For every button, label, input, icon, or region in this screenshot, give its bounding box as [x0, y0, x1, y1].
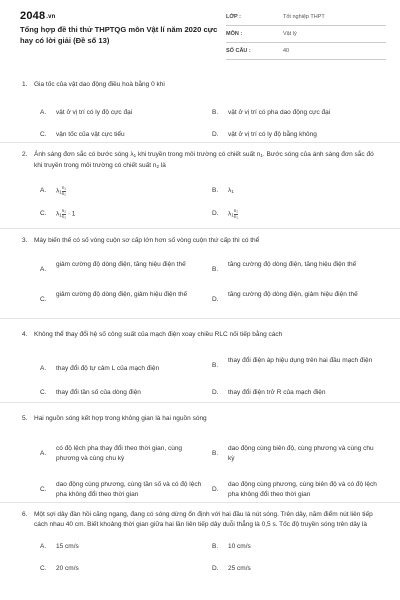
option-text: 20 cm/s — [56, 565, 79, 572]
option-text: dao động cùng phương, cùng biên độ và có độ lệch pha không đổi theo thời gian — [228, 481, 377, 498]
question-text-part: ánh sáng đơn sắc đó khi truyền trong môi trường có chiết suất — [34, 151, 374, 169]
option-text: tăng cường độ dòng điện, tăng hiệu điện thế — [228, 261, 357, 268]
question-number: 1. — [22, 81, 28, 88]
question-number: 2. — [22, 151, 28, 158]
question-text: Gia tốc của vật dao động điều hoà bằng 0 khi — [34, 81, 165, 88]
question-text: Hai nguồn sóng kết hợp trong không gian là hai nguồn sóng — [34, 415, 207, 422]
question-stem — [22, 150, 382, 172]
question-stem — [22, 330, 382, 340]
option-letter: B. — [212, 362, 219, 369]
option-a[interactable] — [40, 260, 210, 282]
option-letter: C. — [40, 486, 47, 493]
option-text: có độ lệch pha thay đổi theo thời gian, cùng phương và cùng chu kỳ — [56, 445, 183, 462]
question-1 — [22, 80, 382, 138]
option-formula: $\lambda_1$ $\frac{\text{n₂}}{\text{n₁}}$ · 1 — [56, 208, 76, 219]
option-letter: C. — [40, 565, 47, 572]
option-c[interactable] — [40, 290, 210, 312]
option-text: giảm cường độ dòng điện, giảm hiệu điện thế — [56, 291, 188, 298]
document-title: Tổng hợp đề thi thử THPTQG môn Vật lí năm 2020 cực hay có lời giải (Đề số 13) — [20, 25, 218, 45]
option-letter: B. — [212, 266, 219, 273]
option-letter: D. — [212, 131, 219, 138]
meta-key: LỚP : — [226, 14, 241, 20]
option-formula: $\lambda_1$ — [228, 187, 234, 194]
option-letter: D. — [212, 389, 219, 396]
option-letter: B. — [212, 187, 219, 194]
option-d[interactable] — [212, 290, 382, 312]
question-3 — [22, 236, 382, 306]
question-text-part: . Bước sóng của — [262, 151, 311, 158]
meta-row-subject — [226, 29, 386, 43]
question-text-part: khi truyền trong môi trường có chiết suất — [137, 151, 255, 158]
question-4 — [22, 330, 382, 394]
option-text: thay đổi độ tự cảm L của mạch điện — [56, 365, 160, 372]
option-text: vật ở vị trí có ly độ bằng không — [228, 131, 317, 138]
option-text: tăng cường độ dòng điện, giảm hiệu điện thế — [228, 291, 358, 298]
option-letter: C. — [40, 389, 47, 396]
option-letter: D. — [212, 565, 219, 572]
question-stem — [22, 510, 382, 530]
option-text: 10 cm/s — [228, 543, 251, 550]
option-a[interactable] — [40, 444, 210, 466]
question-divider — [0, 318, 400, 319]
option-letter: B. — [212, 543, 219, 550]
question-divider — [0, 502, 400, 503]
option-text: 25 cm/s — [228, 565, 251, 572]
option-text: vật ở vị trí có pha dao động cực đại — [228, 109, 331, 116]
option-text: dao động cùng phương, cùng tần số và có độ lệch pha không đổi theo thời gian — [56, 481, 202, 498]
question-number: 6. — [22, 511, 28, 518]
meta-key: MÔN : — [226, 31, 243, 37]
option-letter: A. — [40, 543, 47, 550]
question-stem — [22, 414, 382, 424]
logo-tld: .vn — [46, 14, 56, 20]
option-text: dao động cùng biên độ, cùng phương và cùng chu kỳ — [228, 445, 374, 462]
logo-text: 2048 — [20, 10, 46, 22]
meta-value: Vật lý — [283, 31, 297, 37]
meta-key: SỐ CÂU : — [226, 48, 251, 54]
question-text-part: là — [160, 162, 166, 169]
option-b[interactable] — [212, 444, 382, 466]
option-letter: A. — [40, 450, 47, 457]
meta-row-grade — [226, 12, 386, 26]
option-letter: D. — [212, 210, 219, 217]
question-2 — [22, 150, 382, 222]
lambda-symbol: $\lambda_1$ — [130, 151, 137, 158]
option-letter: A. — [40, 109, 47, 116]
question-number: 3. — [22, 237, 28, 244]
question-text-part: Ánh sáng đơn sắc có bước sóng — [34, 151, 129, 158]
question-divider — [0, 402, 400, 403]
document-header — [0, 0, 400, 74]
option-text: thay đổi tần số của dòng điện — [56, 389, 141, 396]
option-letter: D. — [212, 296, 219, 303]
option-text: thay đổi điện trở R của mạch điện — [228, 389, 326, 396]
option-letter: C. — [40, 296, 47, 303]
question-number: 5. — [22, 415, 28, 422]
option-formula: $\lambda_1$ $\frac{\text{n₁}}{\text{n₂}}$ — [56, 185, 67, 196]
option-text: thay đổi điện áp hiệu dụng trên hai đầu mạch điện — [228, 357, 373, 364]
option-text: 15 cm/s — [56, 543, 79, 550]
question-text: Máy biến thế có số vòng cuộn sơ cấp lớn hơn số vòng cuộn thứ cấp thì có thể — [34, 237, 260, 244]
meta-value: Tốt nghiệp THPT — [283, 14, 325, 20]
option-d[interactable] — [212, 480, 382, 502]
option-text: vận tốc của vật cực tiểu — [56, 131, 125, 138]
question-6 — [22, 510, 382, 580]
option-letter: B. — [212, 109, 219, 116]
question-divider — [0, 142, 400, 143]
option-text: giảm cường độ dòng điện, tăng hiệu điện thế — [56, 261, 186, 268]
option-b[interactable] — [212, 260, 382, 282]
option-letter: A. — [40, 365, 47, 372]
option-formula: $\lambda_1$ $\frac{\text{n₂}}{\text{n₁}}$ — [228, 208, 239, 219]
question-text: Không thể thay đổi hệ số công suất của mạch điện xoay chiều RLC nối tiếp bằng cách — [34, 331, 283, 338]
meta-value: 40 — [283, 48, 290, 54]
option-letter: B. — [212, 450, 219, 457]
option-text: vật ở vị trí có ly độ cực đại — [56, 109, 133, 116]
option-letter: D. — [212, 486, 219, 493]
site-logo[interactable] — [20, 10, 56, 22]
meta-row-count — [226, 46, 386, 60]
question-5 — [22, 414, 382, 498]
question-stem — [22, 80, 382, 90]
question-number: 4. — [22, 331, 28, 338]
option-letter: A. — [40, 187, 47, 194]
n-symbol: $n_1$ — [256, 151, 263, 158]
question-text: Một sợi dây đàn hồi căng ngang, đang có sóng dừng ổn định với hai đầu là nút sóng. Trên dây, năm điểm nút liên tiếp cách nhau 40 cm. Biết khoảng thời gian giữa hai lần liên tiếp dây duỗi thẳng là 0,5 s. Tốc độ truyền sóng trên dây là — [34, 511, 373, 528]
option-c[interactable] — [40, 480, 210, 502]
n-symbol: $n_2$ — [152, 162, 159, 169]
question-stem — [22, 236, 382, 246]
option-letter: C. — [40, 131, 47, 138]
question-divider — [0, 228, 400, 229]
document-meta — [226, 12, 386, 63]
option-b[interactable] — [212, 356, 382, 378]
option-letter: A. — [40, 266, 47, 273]
option-letter: C. — [40, 210, 47, 217]
